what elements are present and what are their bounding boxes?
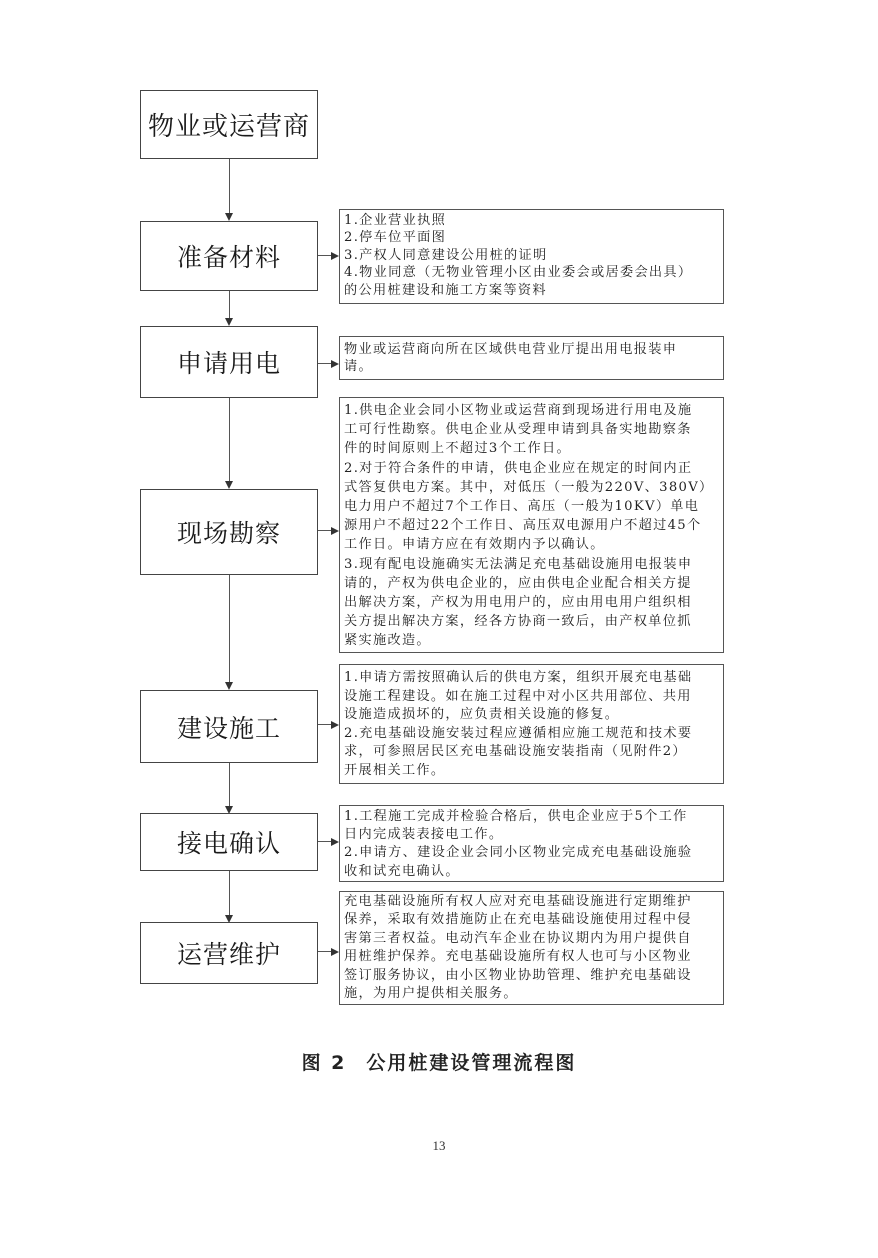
note-line: 1.申请方需按照确认后的供电方案，组织开展充电基础 <box>344 670 693 685</box>
figure-number: 图 2 <box>301 1052 347 1074</box>
step-operation-maintenance <box>140 922 318 984</box>
note-line: 请的，产权为供电企业的，应由供电企业配合相关方提 <box>344 575 692 591</box>
note-operation-maintenance <box>339 891 724 1005</box>
arrow-down-icon <box>225 481 233 489</box>
connector-line <box>318 530 332 531</box>
step-label: 接电确认 <box>176 829 281 858</box>
connector-line <box>229 870 230 916</box>
connector-line <box>229 158 230 214</box>
arrow-right-icon <box>331 721 339 729</box>
note-line: 3.现有配电设施确实无法满足充电基础设施用电报装申 <box>344 556 693 572</box>
figure-title: 公用桩建设管理流程图 <box>366 1052 577 1074</box>
note-line: 开展相关工作。 <box>344 762 446 778</box>
note-line: 关方提出解决方案，经各方协商一致后，由产权单位抓 <box>344 614 692 630</box>
connector-line <box>229 763 230 807</box>
note-line: 工作日。申请方应在有效期内予以确认。 <box>344 537 605 553</box>
connector-line <box>318 724 332 725</box>
note-line: 1.企业营业执照 <box>344 213 447 228</box>
connector-line <box>318 951 332 952</box>
arrow-right-icon <box>331 360 339 368</box>
note-line: 1.工程施工完成并检验合格后，供电企业应于5个工作 <box>344 809 688 824</box>
note-line: 的公用桩建设和施工方案等资料 <box>344 282 547 298</box>
arrow-down-icon <box>225 213 233 221</box>
note-line: 2.对于符合条件的申请，供电企业应在规定的时间内正 <box>344 460 693 476</box>
note-line: 物业或运营商向所在区域供电营业厅提出用电报装申 <box>344 342 678 357</box>
note-line: 充电基础设施所有权人应对充电基础设施进行定期维护 <box>344 894 692 909</box>
note-line: 电力用户不超过7个工作日、高压（一般为10KV）单电 <box>344 499 700 515</box>
connector-line <box>229 574 230 683</box>
arrow-right-icon <box>331 527 339 535</box>
note-line: 签订服务协议，由小区物业协助管理、维护充电基础设 <box>344 967 692 983</box>
note-line: 紧实施改造。 <box>344 633 431 649</box>
note-line: 2.申请方、建设企业会同小区物业完成充电基础设施验 <box>344 845 693 861</box>
step-label: 运营维护 <box>176 940 281 969</box>
note-line: 设施造成损坏的，应负责相关设施的修复。 <box>344 707 620 723</box>
note-construction <box>339 664 724 784</box>
note-prepare-materials <box>339 209 724 304</box>
step-connection-confirm <box>140 813 318 871</box>
page-number: 13 <box>432 1138 446 1153</box>
step-label: 建设施工 <box>176 713 281 743</box>
note-line: 源用户不超过22个工作日、高压双电源用户不超过45个 <box>344 518 702 534</box>
note-connection-confirm <box>339 805 724 882</box>
note-line: 出解决方案，产权为用电用户的，应由用电用户组织相 <box>344 595 692 611</box>
note-apply-electricity <box>339 336 724 380</box>
note-line: 收和试充电确认。 <box>344 863 460 879</box>
note-line: 1.供电企业会同小区物业或运营商到现场进行用电及施 <box>344 403 693 418</box>
arrow-right-icon <box>331 838 339 846</box>
figure-caption <box>0 1048 878 1075</box>
note-line: 求，可参照居民区充电基础设施安装指南（见附件2） <box>344 744 687 760</box>
connector-line <box>318 363 332 364</box>
step-property-or-operator <box>140 90 318 159</box>
arrow-down-icon <box>225 682 233 690</box>
note-line: 设施工程建设。如在施工过程中对小区共用部位、共用 <box>344 688 692 704</box>
arrow-right-icon <box>331 948 339 956</box>
note-line: 保养，采取有效措施防止在充电基础设施使用过程中侵 <box>344 912 692 928</box>
step-construction <box>140 690 318 763</box>
note-line: 2.充电基础设施安装过程应遵循相应施工规范和技术要 <box>344 725 693 741</box>
step-site-survey <box>140 489 318 575</box>
connector-line <box>318 255 332 256</box>
note-line: 工可行性勘察。供电企业从受理申请到具备实地勘察条 <box>344 422 692 438</box>
arrow-down-icon <box>225 318 233 326</box>
note-line: 2.停车位平面图 <box>344 230 447 246</box>
note-line: 式答复供电方案。其中，对低压（一般为220V、380V） <box>344 479 714 495</box>
note-line: 3.产权人同意建设公用桩的证明 <box>344 247 548 263</box>
note-line: 害第三者权益。电动汽车企业在协议期内为用户提供自 <box>344 930 692 946</box>
note-line: 用桩维护保养。充电基础设施所有权人也可与小区物业 <box>344 949 692 965</box>
note-line: 日内完成装表接电工作。 <box>344 827 504 843</box>
note-line: 件的时间原则上不超过3个工作日。 <box>344 441 572 457</box>
step-prepare-materials <box>140 221 318 291</box>
note-line: 施，为用户提供相关服务。 <box>344 986 518 1002</box>
step-label: 准备材料 <box>176 243 281 272</box>
note-line: 请。 <box>344 359 373 375</box>
arrow-right-icon <box>331 252 339 260</box>
note-site-survey <box>339 397 724 653</box>
step-label: 申请用电 <box>176 349 281 378</box>
note-line: 4.物业同意（无物业管理小区由业委会或居委会出具） <box>344 265 693 281</box>
connector-line <box>318 841 332 842</box>
step-label: 现场勘察 <box>176 519 281 548</box>
step-apply-electricity <box>140 326 318 398</box>
connector-line <box>229 290 230 319</box>
step-label: 物业或运营商 <box>147 112 310 142</box>
connector-line <box>229 398 230 482</box>
